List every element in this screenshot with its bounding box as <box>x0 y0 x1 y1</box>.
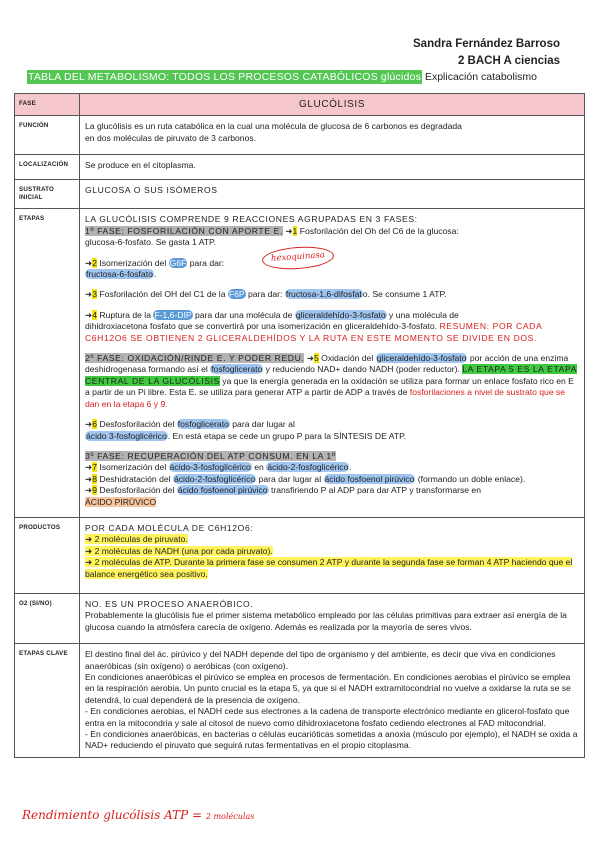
step-5-text: Oxidación del <box>318 353 376 364</box>
step-5-text-3: y reduciendo NAD+ dando NADH (poder reductor). <box>263 364 463 375</box>
productos-intro: POR CADA MOLÉCULA DE C6H12O6: <box>85 522 254 533</box>
step-4-text: Ruptura de la <box>96 309 154 320</box>
step-1 <box>85 226 579 249</box>
value-funcion <box>80 116 585 155</box>
arrow-icon: ➜ <box>85 462 93 473</box>
etapas-clave-p3: - En condiciones aerobias, el NADH cede sus electrones a la cadena de transporte electrónico mediante en glicerol-fosfato que entra en la mitocondria y sale al citosol de nuevo como dihidroxiacetona fosfato cediendo electrones al FAD mitocondrial. <box>85 706 570 728</box>
step-9-text: Desfosforilación del <box>96 485 177 496</box>
step-5-text-2: por acción de una enzima deshidrogenasa formando así el <box>85 353 569 375</box>
fructosa-16-difosfato-term: fructosa-1,6-difosfat <box>285 289 362 300</box>
g6f-term: G6F <box>169 257 187 268</box>
row-fase <box>15 94 585 116</box>
step-5 <box>85 353 579 410</box>
step-3-text: Fosforilación del OH del C1 de la <box>96 289 228 300</box>
step-8 <box>85 474 579 485</box>
value-sustrato: GLUCOSA O SUS ISÓMEROS <box>80 180 585 209</box>
acido-3-fosfoglicerico-term: ácido 3-fosfoglicérico <box>86 430 167 441</box>
hexoquinasa-annotation: hexoquinasa <box>261 245 334 272</box>
step-4-text-4: dihidroxiacetona fosfato que se convertirá por una isomerización en gliceraldehído-3-fosfato. <box>85 321 440 332</box>
arrow-icon: ➜ <box>85 419 93 430</box>
step-4-resumen: RESUMEN: POR CADA C6H12O6 SE OBTIENEN 2 GLICERALDEHÍDOS Y LA RUTA EN ESTE MOMENTO SE DIVIDE EN DOS. <box>85 321 542 343</box>
etapas-clave-p4: - En condiciones anaeróbicas, en bacterias o células eucarióticas sometidas a anoxia (músculo por ejemplo), el NADH se oxida a NAD+ reduciendo el piruvato que seguirá rutas fermentativas en el propio citoplasma. <box>85 729 578 751</box>
arrow-icon: ➜ <box>85 534 93 545</box>
arrow-icon: ➜ <box>306 353 314 364</box>
step-1-text-2: glucosa-6-fosfato. Se gasta 1 ATP. <box>85 237 217 248</box>
step-2-number: 2 <box>92 257 97 268</box>
rendimiento-annotation <box>22 808 254 822</box>
value-o2 <box>80 593 585 643</box>
step-8-text-3: (formando un doble enlace). <box>415 473 526 484</box>
step-3-text-2: para dar: <box>245 289 285 300</box>
label-sustrato: SUSTRATO INICIAL <box>15 180 80 209</box>
arrow-icon: ➜ <box>85 473 93 484</box>
step-9-number: 9 <box>92 485 97 496</box>
acido-2-fosfoglicerico-term: ácido-2-fosfoglicérico <box>267 462 349 473</box>
etapa-central-highlight: LA ETAPA 5 ES LA ETAPA CENTRAL DE LA GLUCÓLISIS <box>85 364 578 386</box>
row-o2 <box>15 593 585 643</box>
step-9-text-2: transfiriendo P al ADP para dar ATP y transformarse en <box>268 485 481 496</box>
fase1-heading: 1º FASE: FOSFORILACIÓN CON APORTE E. <box>85 225 283 236</box>
row-productos <box>15 517 585 593</box>
label-etapas-clave: ETAPAS CLAVE <box>15 644 80 758</box>
value-fase: GLUCÓLISIS <box>80 94 585 116</box>
fase3-heading: 3º FASE: RECUPERACIÓN DEL ATP CONSUM. EN LA 1º <box>85 450 336 461</box>
producto-1-text: 2 moléculas de piruvato. <box>94 534 188 545</box>
gliceraldehido-term: gliceraldehído-3-fosfato <box>295 309 386 320</box>
acido-3-fosfoglicerico-term-2: ácido-3-fosfoglicérico <box>169 462 251 473</box>
step-3-number: 3 <box>92 289 97 300</box>
etapas-clave-p1: El destino final del ác. pirúvico y del NADH depende del tipo de organismo y del ambiente, es decir que viva en condiciones anaeróbicas (sin oxígeno) o aeróbicas (con oxígeno). <box>85 649 556 671</box>
author-course: 2 BACH A ciencias <box>457 55 560 67</box>
step-4-number: 4 <box>92 309 97 320</box>
value-productos <box>80 517 585 593</box>
producto-2-text: 2 moléculas de NADH (una por cada piruvato). <box>94 545 273 556</box>
fase2-heading: 2º FASE: OXIDACIÓN/RINDE E. Y PODER REDU. <box>85 353 305 364</box>
rendimiento-label: Rendimiento glucólisis ATP = <box>22 808 203 822</box>
acido-2-fosfoglicerico-term-2: ácido-2-fosfoglicérico <box>173 473 256 484</box>
label-o2: O2 (SI/NO) <box>15 593 80 643</box>
step-7-text-3: . <box>349 462 352 473</box>
step-5-fosforilaciones: fosforilaciones a nivel de sustrato que se dan en la etapa 6 y 9. <box>85 387 566 409</box>
step-2-text: Isomerización del <box>96 257 169 268</box>
step-4-text-3: y una molécula de <box>386 309 459 320</box>
step-6-text: Desfosforilación del <box>96 419 177 430</box>
step-7 <box>85 451 579 474</box>
fosfoglicerato-term-2: fosfoglicerato <box>177 419 229 430</box>
label-localizacion: LOCALIZACIÓN <box>15 155 80 180</box>
producto-3 <box>85 557 579 580</box>
step-8-text-2: para dar lugar al <box>256 473 324 484</box>
acido-piruvico-term: ÁCIDO PIRÚVICO <box>85 496 157 507</box>
step-8-number: 8 <box>92 473 97 484</box>
step-2: ➜2 Isomerización del G6F para dar: fructosa-6-fosfato. <box>85 257 225 280</box>
arrow-icon: ➜ <box>85 557 93 568</box>
arrow-icon: ➜ <box>285 225 293 236</box>
fosfoglicerato-term: fosfoglicerato <box>211 364 263 375</box>
etapas-clave-p2: En condiciones anaeróbicas el pirúvico se emplea en procesos de fermentación. En condiciones aerobias el pirúvico se emplea en la respiración aerobia. Un punto crucial es la etapa 5, ya que si el NADH extramitocondrial no vuelve a oxidarse la ruta se se detendrá, lo cual dependerá de la presencia de oxígeno. <box>85 672 571 705</box>
value-etapas-clave <box>80 644 585 758</box>
step-6-text-3: . En está etapa se cede un grupo P para la SÍNTESIS DE ATP. <box>167 430 407 441</box>
step-4-text-2: para dar una molécula de <box>192 309 295 320</box>
fructosa-6-fosfato-term: fructosa-6-fosfato <box>86 269 153 280</box>
step-1-number: 1 <box>292 225 298 236</box>
step-1-text: Fosforilación del Oh del C6 de la glucosa: <box>297 225 459 236</box>
step-6 <box>85 419 579 442</box>
step-5-number: 5 <box>314 353 319 364</box>
author-block <box>413 36 560 70</box>
arrow-icon: ➜ <box>85 485 93 496</box>
arrow-icon: ➜ <box>85 257 93 268</box>
step-7-text: Isomerización del <box>96 462 169 473</box>
step-5-text-4: ya que la energía generada en la oxidación se utiliza para formar un enlace fosfato rico en E a partir de un Pi libre. Esta E. se utiliza para generar ATP a partir de ADP a través de <box>85 375 574 398</box>
o2-line-2: Probablemente la glucólisis fue el primer sistema metabólico empleado por las células primitivas para extraer así energía de la glucosa cuando la atmósfera carecía de oxígeno. Además es realizada por la mayoría de seres vivos. <box>85 610 567 632</box>
gliceraldehido-term-2: gliceraldehído-3-fosfato <box>376 353 467 364</box>
arrow-icon: ➜ <box>85 309 93 320</box>
step-8-text: Deshidratación del <box>96 473 173 484</box>
acido-fosfoenol-piruvico-term: ácido fosfoenol pirúvico <box>324 473 415 484</box>
label-productos: PRODUCTOS <box>15 517 80 593</box>
funcion-line-1: La glucólisis es un ruta catabólica en la cual una molécula de glucosa de 6 carbonos es degradada <box>85 121 462 132</box>
o2-line-1: NO. ES UN PROCESO ANAERÓBICO. <box>85 598 254 609</box>
metabolism-table <box>14 93 585 758</box>
step-3-text-3: o. Se consume 1 ATP. <box>362 289 447 300</box>
step-7-text-2: en <box>251 462 267 473</box>
step-9 <box>85 485 579 508</box>
producto-2 <box>85 546 579 557</box>
row-localizacion <box>15 155 585 180</box>
value-localizacion: Se produce en el citoplasma. <box>80 155 585 180</box>
arrow-icon: ➜ <box>85 545 93 556</box>
producto-3-text: 2 moléculas de ATP. Durante la primera fase se consumen 2 ATP y durante la segunda fase se forman 4 ATP haciendo que el balance energético sea positivo. <box>85 557 573 579</box>
rendimiento-value: 2 moléculas <box>205 812 255 821</box>
document-title <box>27 71 537 83</box>
f6p-term: F6P <box>228 289 245 300</box>
funcion-line-2: en dos moléculas de piruvato de 3 carbonos. <box>85 132 257 143</box>
arrow-icon: ➜ <box>85 289 93 300</box>
title-rest: Explicación catabolismo <box>422 71 538 83</box>
title-highlight: TABLA DEL METABOLISMO: TODOS LOS PROCESOS CATABÓLICOS glúcidos <box>28 71 422 83</box>
step-4 <box>85 310 579 344</box>
producto-1 <box>85 534 579 545</box>
label-fase: FASE <box>15 94 80 116</box>
label-funcion: FUNCIÓN <box>15 116 80 155</box>
step-6-text-2: para dar lugar al <box>229 419 295 430</box>
step-6-number: 6 <box>92 419 97 430</box>
etapas-intro: LA GLUCÓLISIS COMPRENDE 9 REACCIONES AGRUPADAS EN 3 FASES: <box>85 214 418 225</box>
label-etapas: ETAPAS <box>15 209 80 518</box>
author-name: Sandra Fernández Barroso <box>413 38 560 50</box>
row-etapas-clave <box>15 644 585 758</box>
step-2-text-2: para dar: <box>187 257 225 268</box>
row-funcion <box>15 116 585 155</box>
step-7-number: 7 <box>92 462 97 473</box>
acido-fosfoenol-piruvico-term-2: ácido fosfoenol pirúvico <box>177 485 268 496</box>
step-3 <box>85 289 579 300</box>
row-sustrato <box>15 180 585 209</box>
f16dip-term: F-1,6-DIP <box>154 309 192 320</box>
